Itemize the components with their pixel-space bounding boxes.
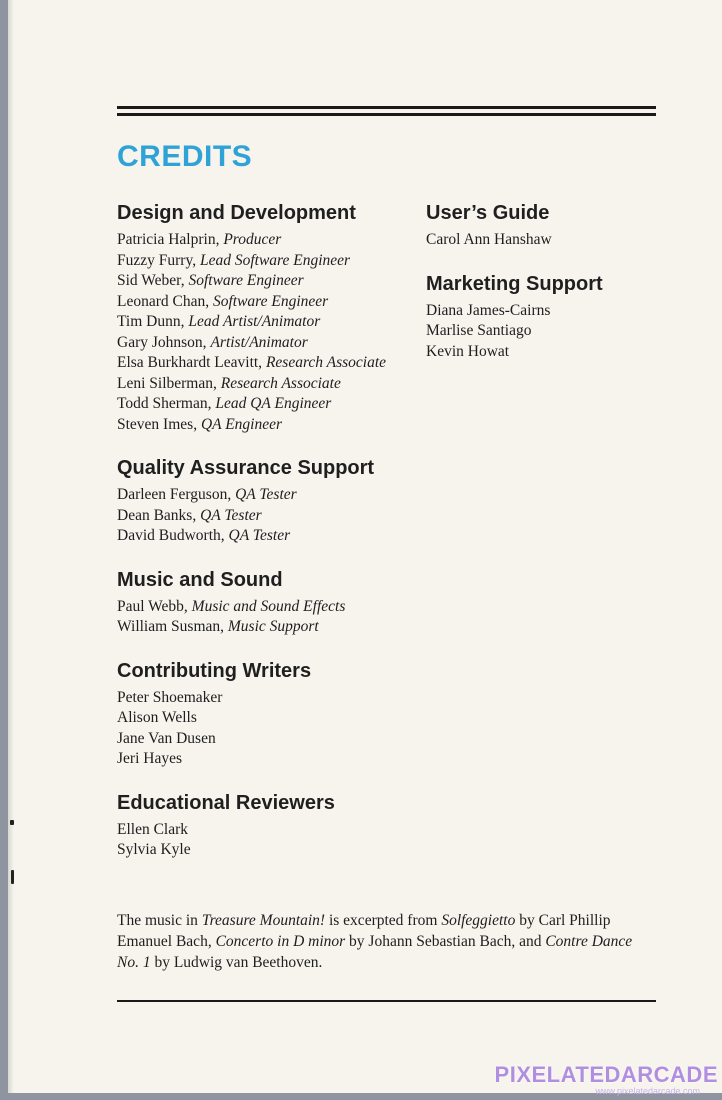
footnote-title: Concerto in D minor bbox=[215, 933, 346, 950]
credit-name: Jane Van Dusen bbox=[117, 729, 216, 747]
credit-role: Lead Software Engineer bbox=[199, 251, 351, 269]
credit-name: Leni Silberman, bbox=[117, 374, 221, 392]
credits-section-contributing-writers bbox=[117, 658, 407, 770]
credit-role: Software Engineer bbox=[212, 292, 329, 310]
credit-entry bbox=[117, 485, 407, 506]
footnote-title: Treasure Mountain! bbox=[201, 912, 326, 929]
section-heading: User’s Guide bbox=[426, 202, 550, 224]
credit-role: QA Tester bbox=[200, 506, 262, 524]
credits-section-marketing-support bbox=[426, 271, 686, 363]
credit-entry bbox=[426, 301, 686, 322]
credit-name: Tim Dunn, bbox=[117, 313, 189, 330]
credits-section-music-and-sound bbox=[117, 567, 407, 638]
footnote-title: Contre Dance No. 1 bbox=[117, 933, 633, 971]
section-heading: Marketing Support bbox=[426, 272, 603, 295]
credit-entry bbox=[117, 353, 407, 374]
credit-entry bbox=[117, 374, 407, 395]
credit-entry bbox=[426, 321, 686, 342]
watermark-logo: PIXELATEDARCADE bbox=[494, 1062, 718, 1087]
credit-name: Kevin Howat bbox=[426, 342, 510, 360]
credit-entry bbox=[117, 749, 407, 770]
credit-name: Fuzzy Furry, bbox=[117, 251, 200, 269]
credit-name: Marlise Santiago bbox=[426, 322, 532, 339]
section-heading: Design and Development bbox=[117, 202, 356, 224]
credit-role: Research Associate bbox=[220, 374, 341, 392]
credit-entry bbox=[426, 342, 686, 363]
credit-entry bbox=[117, 820, 407, 841]
credit-entry bbox=[117, 394, 407, 415]
credits-section-educational-reviewers bbox=[117, 790, 407, 861]
footnote-text: by Ludwig van Beethoven. bbox=[150, 954, 323, 971]
footnote-title: Solfeggietto bbox=[441, 912, 516, 929]
footnote-text: by Johann Sebastian Bach, and bbox=[345, 933, 546, 950]
page-spine-shadow bbox=[8, 0, 14, 1093]
credit-entry bbox=[117, 271, 407, 292]
credit-name: Darleen Ferguson, bbox=[117, 486, 236, 503]
credit-role: Artist/Animator bbox=[210, 333, 308, 351]
credit-role: QA Tester bbox=[228, 527, 291, 544]
credit-entry bbox=[117, 415, 407, 436]
credit-entry bbox=[117, 526, 407, 547]
section-heading: Contributing Writers bbox=[117, 659, 312, 682]
top-double-rule bbox=[117, 106, 656, 116]
credit-role: Producer bbox=[223, 231, 282, 248]
right-credits-column bbox=[426, 200, 686, 382]
credit-entry bbox=[117, 708, 407, 729]
credit-name: Alison Wells bbox=[117, 709, 197, 726]
credit-name: Leonard Chan, bbox=[117, 292, 213, 310]
credit-role: Software Engineer bbox=[188, 272, 304, 289]
credit-entry bbox=[117, 617, 407, 638]
credit-entry bbox=[117, 597, 407, 618]
credits-section-quality-assurance-support bbox=[117, 455, 407, 547]
credit-name: Steven Imes, bbox=[117, 415, 201, 433]
credit-entry bbox=[117, 688, 407, 709]
page-title: CREDITS bbox=[117, 140, 253, 173]
left-credits-column bbox=[117, 200, 407, 881]
credit-entry bbox=[117, 251, 407, 272]
credit-name: Dean Banks, bbox=[117, 506, 201, 524]
credit-role: Research Associate bbox=[265, 354, 387, 371]
section-heading: Music and Sound bbox=[117, 568, 283, 591]
credit-entry bbox=[117, 292, 407, 313]
credit-role: Music and Sound Effects bbox=[191, 597, 346, 615]
credit-name: Jeri Hayes bbox=[117, 750, 182, 767]
credit-role: Music Support bbox=[227, 618, 319, 635]
credit-role: QA Tester bbox=[235, 486, 297, 503]
credit-entry bbox=[117, 333, 407, 354]
credit-entry bbox=[117, 840, 407, 861]
credit-name: Peter Shoemaker bbox=[117, 688, 223, 706]
credit-role: Lead Artist/Animator bbox=[188, 313, 321, 330]
credit-name: Paul Webb, bbox=[117, 597, 192, 615]
footnote-text: The music in bbox=[117, 912, 202, 929]
credit-entry bbox=[117, 312, 407, 333]
music-footnote bbox=[117, 910, 657, 973]
speck-mark bbox=[11, 870, 14, 884]
credit-name: Todd Sherman, bbox=[117, 395, 216, 412]
section-heading: Quality Assurance Support bbox=[117, 457, 375, 479]
credit-name: William Susman, bbox=[117, 618, 228, 635]
credit-name: Ellen Clark bbox=[117, 820, 189, 838]
bottom-rule bbox=[117, 1000, 656, 1002]
credit-role: Lead QA Engineer bbox=[215, 395, 332, 412]
credits-section-user-s-guide bbox=[426, 200, 686, 251]
credit-entry bbox=[426, 230, 686, 251]
credit-name: Sylvia Kyle bbox=[117, 841, 191, 858]
credit-name: Carol Ann Hanshaw bbox=[426, 231, 552, 248]
credit-name: David Budworth, bbox=[117, 527, 229, 544]
credit-name: Sid Weber, bbox=[117, 272, 189, 289]
credit-name: Diana James-Cairns bbox=[426, 301, 551, 319]
credit-name: Patricia Halprin, bbox=[117, 231, 224, 248]
watermark-url: www.pixelatedarcade.com bbox=[595, 1086, 700, 1096]
credit-name: Gary Johnson, bbox=[117, 333, 211, 351]
footnote-text: by Carl Phillip Emanuel Bach, bbox=[117, 912, 611, 950]
footnote-text: is excerpted from bbox=[325, 912, 442, 929]
credit-entry bbox=[117, 729, 407, 750]
credits-section-design-and-development bbox=[117, 200, 407, 435]
credit-role: QA Engineer bbox=[200, 415, 283, 433]
credit-entry bbox=[117, 230, 407, 251]
credit-name: Elsa Burkhardt Leavitt, bbox=[117, 354, 266, 371]
speck-mark bbox=[10, 820, 14, 825]
credit-entry bbox=[117, 506, 407, 527]
section-heading: Educational Reviewers bbox=[117, 791, 335, 814]
